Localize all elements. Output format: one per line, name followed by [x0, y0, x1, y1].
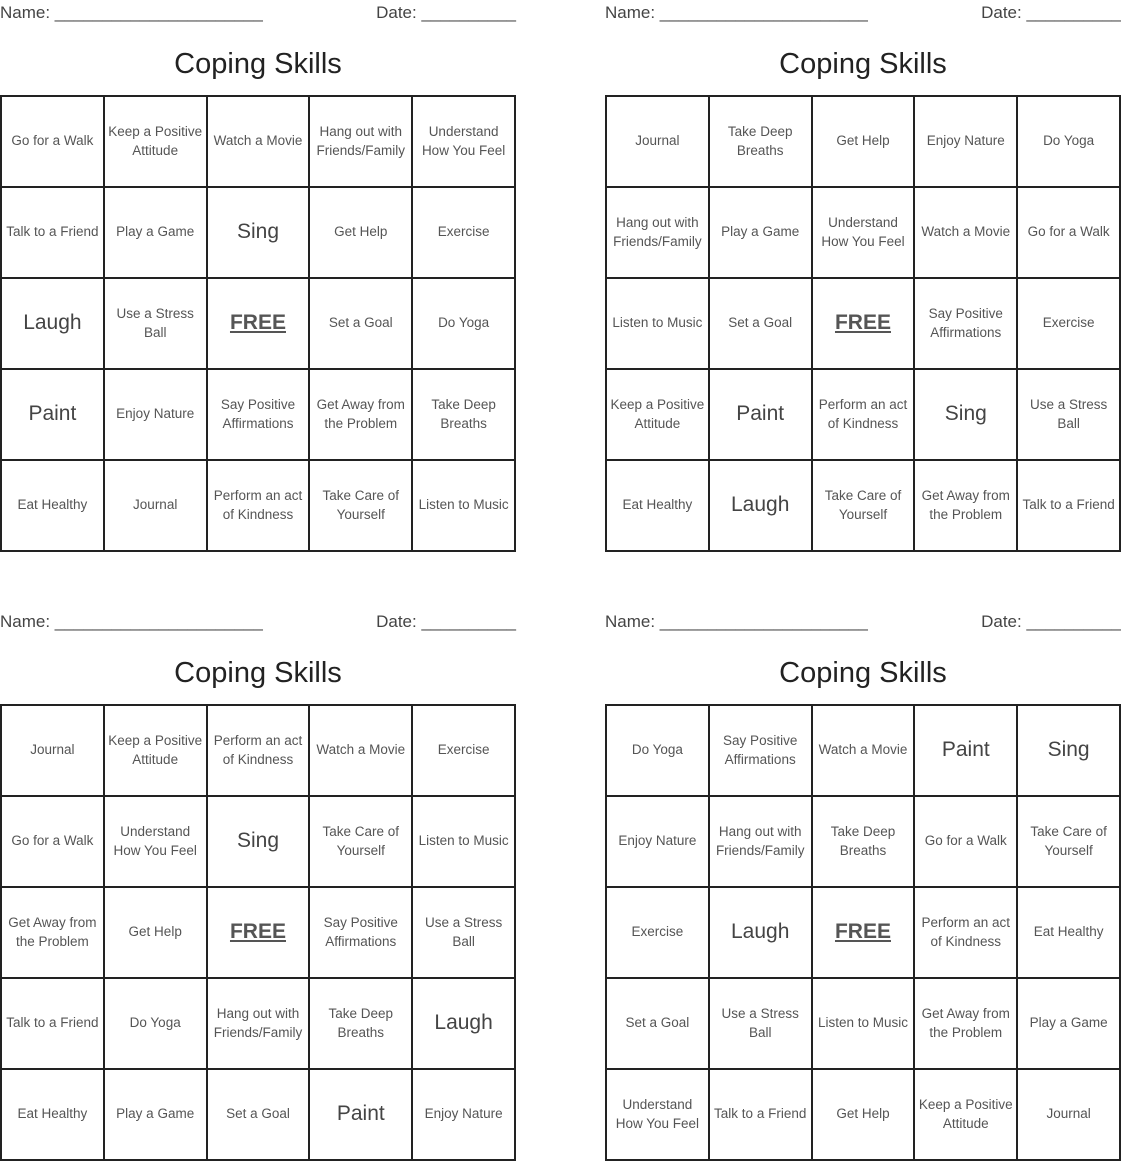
bingo-cell[interactable]: Say Positive Affirmations: [915, 279, 1018, 370]
bingo-cell[interactable]: Say Positive Affirmations: [310, 888, 413, 979]
bingo-cell[interactable]: Exercise: [413, 188, 516, 279]
bingo-cell[interactable]: Paint: [2, 370, 105, 461]
card-title: Coping Skills: [174, 657, 342, 689]
bingo-cell[interactable]: Set a Goal: [710, 279, 813, 370]
bingo-cell[interactable]: Eat Healthy: [2, 461, 105, 552]
bingo-cell[interactable]: Keep a Positive Attitude: [607, 370, 710, 461]
bingo-cell[interactable]: Get Away from the Problem: [915, 979, 1018, 1070]
bingo-cell[interactable]: Listen to Music: [413, 797, 516, 888]
bingo-cell[interactable]: Understand How You Feel: [413, 97, 516, 188]
bingo-cell[interactable]: Laugh: [710, 461, 813, 552]
bingo-cell[interactable]: Take Care of Yourself: [310, 461, 413, 552]
bingo-cell[interactable]: Exercise: [607, 888, 710, 979]
bingo-cell[interactable]: Keep a Positive Attitude: [105, 706, 208, 797]
bingo-grid: [0, 704, 516, 1161]
bingo-cell[interactable]: Laugh: [710, 888, 813, 979]
bingo-cell[interactable]: Understand How You Feel: [105, 797, 208, 888]
bingo-cell[interactable]: Play a Game: [710, 188, 813, 279]
bingo-cell[interactable]: Keep a Positive Attitude: [105, 97, 208, 188]
bingo-cell[interactable]: Perform an act of Kindness: [813, 370, 916, 461]
bingo-cell[interactable]: Eat Healthy: [2, 1070, 105, 1161]
bingo-cell[interactable]: Get Away from the Problem: [915, 461, 1018, 552]
bingo-card-3: [0, 609, 516, 1161]
bingo-card-2: [605, 0, 1121, 552]
bingo-cell[interactable]: Take Care of Yourself: [813, 461, 916, 552]
bingo-cell[interactable]: Sing: [208, 797, 311, 888]
bingo-cell[interactable]: Do Yoga: [607, 706, 710, 797]
bingo-cell[interactable]: Take Deep Breaths: [710, 97, 813, 188]
bingo-cell[interactable]: Do Yoga: [413, 279, 516, 370]
name-field[interactable]: Name: ______________________: [605, 612, 868, 631]
bingo-cell[interactable]: Understand How You Feel: [813, 188, 916, 279]
bingo-cell[interactable]: Watch a Movie: [208, 97, 311, 188]
name-field[interactable]: Name: ______________________: [605, 3, 868, 22]
free-space-cell[interactable]: FREE: [208, 279, 311, 370]
bingo-cell[interactable]: Get Help: [813, 97, 916, 188]
bingo-cell[interactable]: Sing: [208, 188, 311, 279]
bingo-cell[interactable]: Perform an act of Kindness: [208, 461, 311, 552]
bingo-cell[interactable]: Talk to a Friend: [2, 979, 105, 1070]
bingo-cell[interactable]: Do Yoga: [1018, 97, 1121, 188]
bingo-cell[interactable]: Get Help: [310, 188, 413, 279]
bingo-cell[interactable]: Use a Stress Ball: [105, 279, 208, 370]
bingo-cell[interactable]: Journal: [105, 461, 208, 552]
bingo-cell[interactable]: Journal: [607, 97, 710, 188]
bingo-cell[interactable]: Take Care of Yourself: [310, 797, 413, 888]
card-title: Coping Skills: [174, 48, 342, 80]
bingo-cell[interactable]: Journal: [1018, 1070, 1121, 1161]
date-field[interactable]: Date: __________: [981, 3, 1121, 22]
bingo-cell[interactable]: Take Care of Yourself: [1018, 797, 1121, 888]
bingo-cell[interactable]: Hang out with Friends/Family: [710, 797, 813, 888]
card-title: Coping Skills: [779, 657, 947, 689]
bingo-cell[interactable]: Talk to a Friend: [710, 1070, 813, 1161]
bingo-cell[interactable]: Enjoy Nature: [915, 97, 1018, 188]
bingo-cell[interactable]: Use a Stress Ball: [1018, 370, 1121, 461]
bingo-cell[interactable]: Set a Goal: [607, 979, 710, 1070]
bingo-cell[interactable]: Exercise: [413, 706, 516, 797]
bingo-cell[interactable]: Get Away from the Problem: [2, 888, 105, 979]
bingo-cell[interactable]: Use a Stress Ball: [710, 979, 813, 1070]
bingo-cell[interactable]: Hang out with Friends/Family: [208, 979, 311, 1070]
bingo-cell[interactable]: Get Help: [813, 1070, 916, 1161]
name-field[interactable]: Name: ______________________: [0, 3, 263, 22]
bingo-cell[interactable]: Listen to Music: [413, 461, 516, 552]
bingo-cell[interactable]: Go for a Walk: [2, 797, 105, 888]
bingo-cell[interactable]: Listen to Music: [607, 279, 710, 370]
free-space-cell[interactable]: FREE: [208, 888, 311, 979]
bingo-cell[interactable]: Hang out with Friends/Family: [310, 97, 413, 188]
date-field[interactable]: Date: __________: [376, 612, 516, 631]
free-space-cell[interactable]: FREE: [813, 279, 916, 370]
bingo-cell[interactable]: Journal: [2, 706, 105, 797]
bingo-cell[interactable]: Set a Goal: [208, 1070, 311, 1161]
bingo-cell[interactable]: Eat Healthy: [1018, 888, 1121, 979]
bingo-cell[interactable]: Paint: [310, 1070, 413, 1161]
bingo-cell[interactable]: Take Deep Breaths: [310, 979, 413, 1070]
bingo-cell[interactable]: Do Yoga: [105, 979, 208, 1070]
name-field[interactable]: Name: ______________________: [0, 612, 263, 631]
bingo-cell[interactable]: Watch a Movie: [813, 706, 916, 797]
date-field[interactable]: Date: __________: [981, 612, 1121, 631]
bingo-cell[interactable]: Say Positive Affirmations: [710, 706, 813, 797]
date-field[interactable]: Date: __________: [376, 3, 516, 22]
bingo-cell[interactable]: Take Deep Breaths: [413, 370, 516, 461]
bingo-cell[interactable]: Go for a Walk: [2, 97, 105, 188]
bingo-cell[interactable]: Paint: [710, 370, 813, 461]
bingo-cell[interactable]: Enjoy Nature: [607, 797, 710, 888]
bingo-cell[interactable]: Go for a Walk: [915, 797, 1018, 888]
bingo-cell[interactable]: Enjoy Nature: [413, 1070, 516, 1161]
card-title: Coping Skills: [779, 48, 947, 80]
bingo-cell[interactable]: Perform an act of Kindness: [208, 706, 311, 797]
bingo-card-1: [0, 0, 516, 552]
bingo-cell[interactable]: Perform an act of Kindness: [915, 888, 1018, 979]
bingo-grid: [0, 95, 516, 552]
bingo-cell[interactable]: Exercise: [1018, 279, 1121, 370]
bingo-cell[interactable]: Paint: [915, 706, 1018, 797]
bingo-cell[interactable]: Talk to a Friend: [2, 188, 105, 279]
bingo-cell[interactable]: Go for a Walk: [1018, 188, 1121, 279]
bingo-cell[interactable]: Keep a Positive Attitude: [915, 1070, 1018, 1161]
bingo-cell[interactable]: Get Help: [105, 888, 208, 979]
bingo-cell[interactable]: Play a Game: [1018, 979, 1121, 1070]
bingo-cell[interactable]: Watch a Movie: [310, 706, 413, 797]
bingo-cell[interactable]: Play a Game: [105, 188, 208, 279]
bingo-cell[interactable]: Laugh: [413, 979, 516, 1070]
bingo-cell[interactable]: Hang out with Friends/Family: [607, 188, 710, 279]
bingo-card-4: [605, 609, 1121, 1161]
bingo-cell[interactable]: Eat Healthy: [607, 461, 710, 552]
bingo-cell[interactable]: Set a Goal: [310, 279, 413, 370]
bingo-cell[interactable]: Use a Stress Ball: [413, 888, 516, 979]
bingo-cell[interactable]: Play a Game: [105, 1070, 208, 1161]
bingo-cell[interactable]: Take Deep Breaths: [813, 797, 916, 888]
bingo-cell[interactable]: Say Positive Affirmations: [208, 370, 311, 461]
bingo-cell[interactable]: Watch a Movie: [915, 188, 1018, 279]
bingo-grid: [605, 95, 1121, 552]
bingo-cell[interactable]: Laugh: [2, 279, 105, 370]
bingo-cell[interactable]: Enjoy Nature: [105, 370, 208, 461]
bingo-cell[interactable]: Understand How You Feel: [607, 1070, 710, 1161]
bingo-grid: [605, 704, 1121, 1161]
bingo-cell[interactable]: Listen to Music: [813, 979, 916, 1070]
bingo-cell[interactable]: Talk to a Friend: [1018, 461, 1121, 552]
bingo-cell[interactable]: Get Away from the Problem: [310, 370, 413, 461]
free-space-cell[interactable]: FREE: [813, 888, 916, 979]
bingo-cell[interactable]: Sing: [1018, 706, 1121, 797]
bingo-cell[interactable]: Sing: [915, 370, 1018, 461]
